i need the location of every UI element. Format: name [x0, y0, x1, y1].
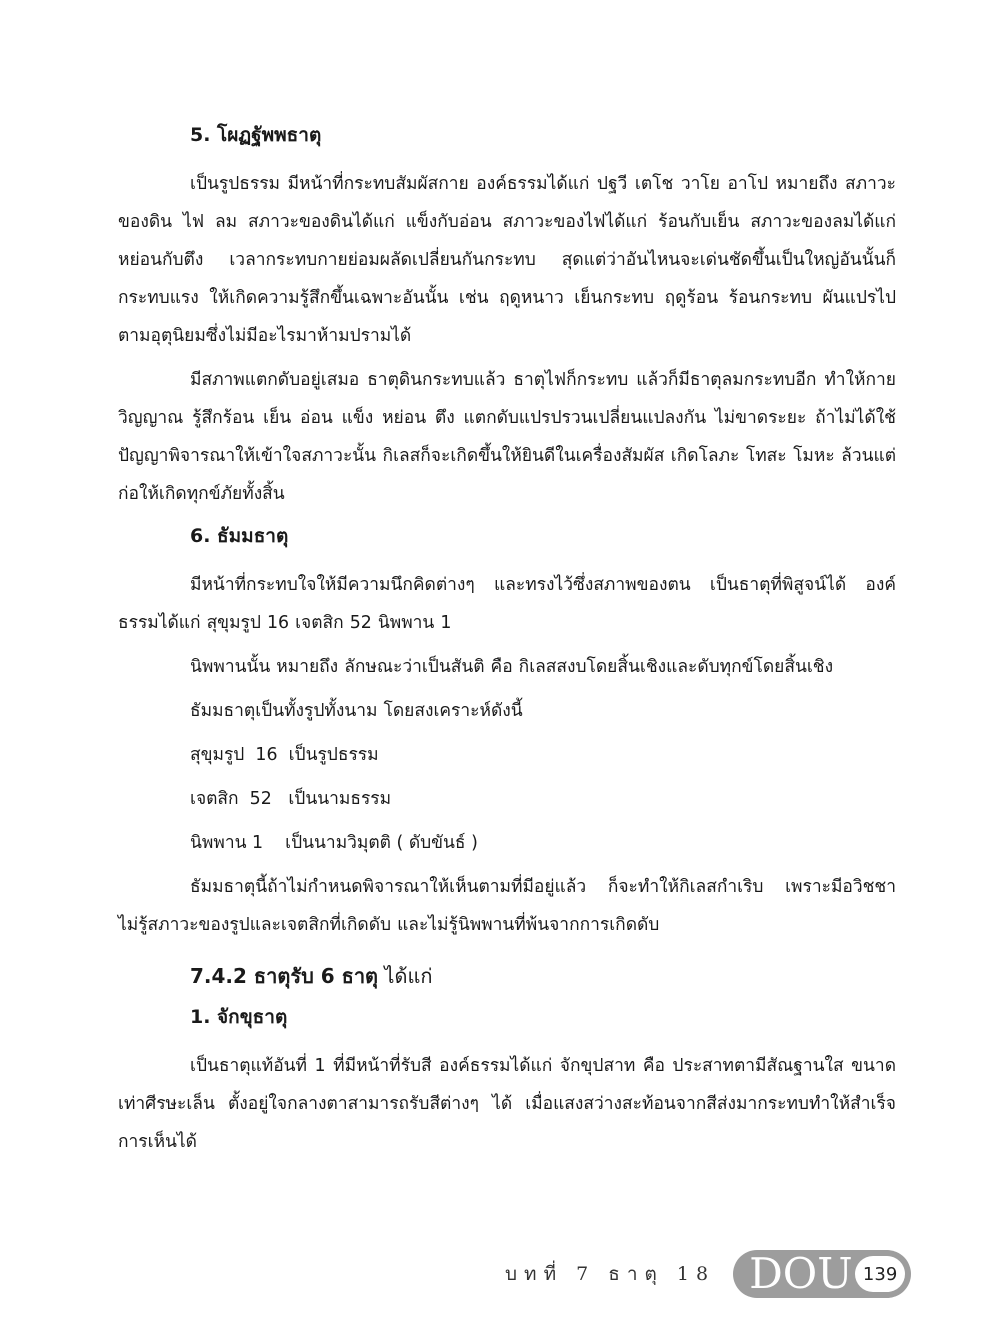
dou-logo: DOU	[749, 1249, 853, 1298]
dou-badge	[733, 1250, 911, 1298]
section-6-list-item-3: นิพพาน 1 เป็นนามวิมุตติ ( ดับขันธ์ )	[190, 833, 478, 853]
section-6-paragraph-1: มีหน้าที่กระทบใจให้มีความนึกคิดต่างๆ และทรงไว้ซึ่งสภาพของตน เป็นธาตุที่พิสูจน์ได้ องค์ธรรมได้แก่ สุขุมรูป 16 เจตสิก 52 นิพพาน 1	[118, 575, 896, 633]
section-5-heading: 5. โผฏฐัพพธาตุ	[190, 124, 322, 146]
section-6-paragraph-2: นิพพานนั้น หมายถึง ลักษณะว่าเป็นสันติ คือ กิเลสสงบโดยสิ้นเชิงและดับทุกข์โดยสิ้นเชิง	[190, 657, 834, 677]
section-6-list-item-1: สุขุมรูป 16 เป็นรูปธรรม	[190, 745, 379, 765]
section-6-paragraph-3: ธัมมธาตุเป็นทั้งรูปทั้งนาม โดยสงเคราะห์ดังนี้	[190, 701, 523, 721]
section-5-paragraph-2: มีสภาพแตกดับอยู่เสมอ ธาตุดินกระทบแล้ว ธาตุไฟก็กระทบ แล้วก็มีธาตุลมกระทบอีก ทำให้กายวิญญาณ รู้สึกร้อน เย็น อ่อน แข็ง หย่อน ตึง แตกดับแปรปรวนเปลี่ยนแปลงกัน ไม่ขาดระยะ ถ้าไม่ได้ใช้ปัญญาพิจารณาให้เข้าใจสภาวะนั้น กิเลสก็จะเกิดขึ้นให้ยินดีในเครื่องสัมผัส เกิดโลภะ โทสะ โมหะ ล้วนแต่ก่อให้เกิดทุกข์ภัยทั้งสิ้น	[118, 370, 896, 504]
chapter-label: บทที่ 7 ธาตุ 18	[505, 1263, 716, 1285]
section-5-paragraph-1: เป็นรูปธรรม มีหน้าที่กระทบสัมผัสกาย องค์ธรรมได้แก่ ปฐวี เตโช วาโย อาโป หมายถึง สภาวะของดิน ไฟ ลม สภาวะของดินได้แก่ แข็งกับอ่อน สภาวะของไฟได้แก่ ร้อนกับเย็น สภาวะของลมได้แก่ หย่อนกับตึง เวลากระทบกายย่อมผลัดเปลี่ยนกันกระทบ สุดแต่ว่าอันไหนจะเด่นชัดขึ้นเป็นใหญ่อันนั้นก็กระทบแรง ให้เกิดความรู้สึกขึ้นเฉพาะอันนั้น เช่น ฤดูหนาว เย็นกระทบ ฤดูร้อน ร้อนกระทบ ผันแปรไปตามอุตุนิยมซึ่งไม่มีอะไรมาห้ามปรามได้	[118, 174, 896, 346]
page-footer	[505, 1250, 911, 1298]
page-number: 139	[855, 1256, 905, 1292]
section-742-heading	[118, 962, 896, 990]
section-1-heading: 1. จักขุธาตุ	[190, 1006, 288, 1028]
section-1-paragraph-1: เป็นธาตุแท้อันที่ 1 ที่มีหน้าที่รับสี องค์ธรรมได้แก่ จักขุปสาท คือ ประสาทตามีสัณฐานใส ขนาดเท่าศีรษะเล็น ตั้งอยู่ใจกลางตาสามารถรับสีต่างๆ ได้ เมื่อแสงสว่างสะท้อนจากสีส่งมากระทบทำให้สำเร็จการเห็นได้	[118, 1056, 896, 1152]
section-742-heading-rest: ได้แก่	[378, 964, 433, 988]
section-6-heading: 6. ธัมมธาตุ	[190, 525, 289, 547]
section-742-heading-bold: 7.4.2 ธาตุรับ 6 ธาตุ	[190, 964, 379, 988]
section-6-paragraph-4: ธัมมธาตุนี้ถ้าไม่กำหนดพิจารณาให้เห็นตามที่มีอยู่แล้ว ก็จะทำให้กิเลสกำเริบ เพราะมีอวิชชา ไม่รู้สภาวะของรูปและเจตสิกที่เกิดดับ และไม่รู้นิพพานที่พ้นจากการเกิดดับ	[118, 877, 896, 935]
page-content	[118, 122, 896, 1167]
section-6-list-item-2: เจตสิก 52 เป็นนามธรรม	[190, 789, 392, 809]
